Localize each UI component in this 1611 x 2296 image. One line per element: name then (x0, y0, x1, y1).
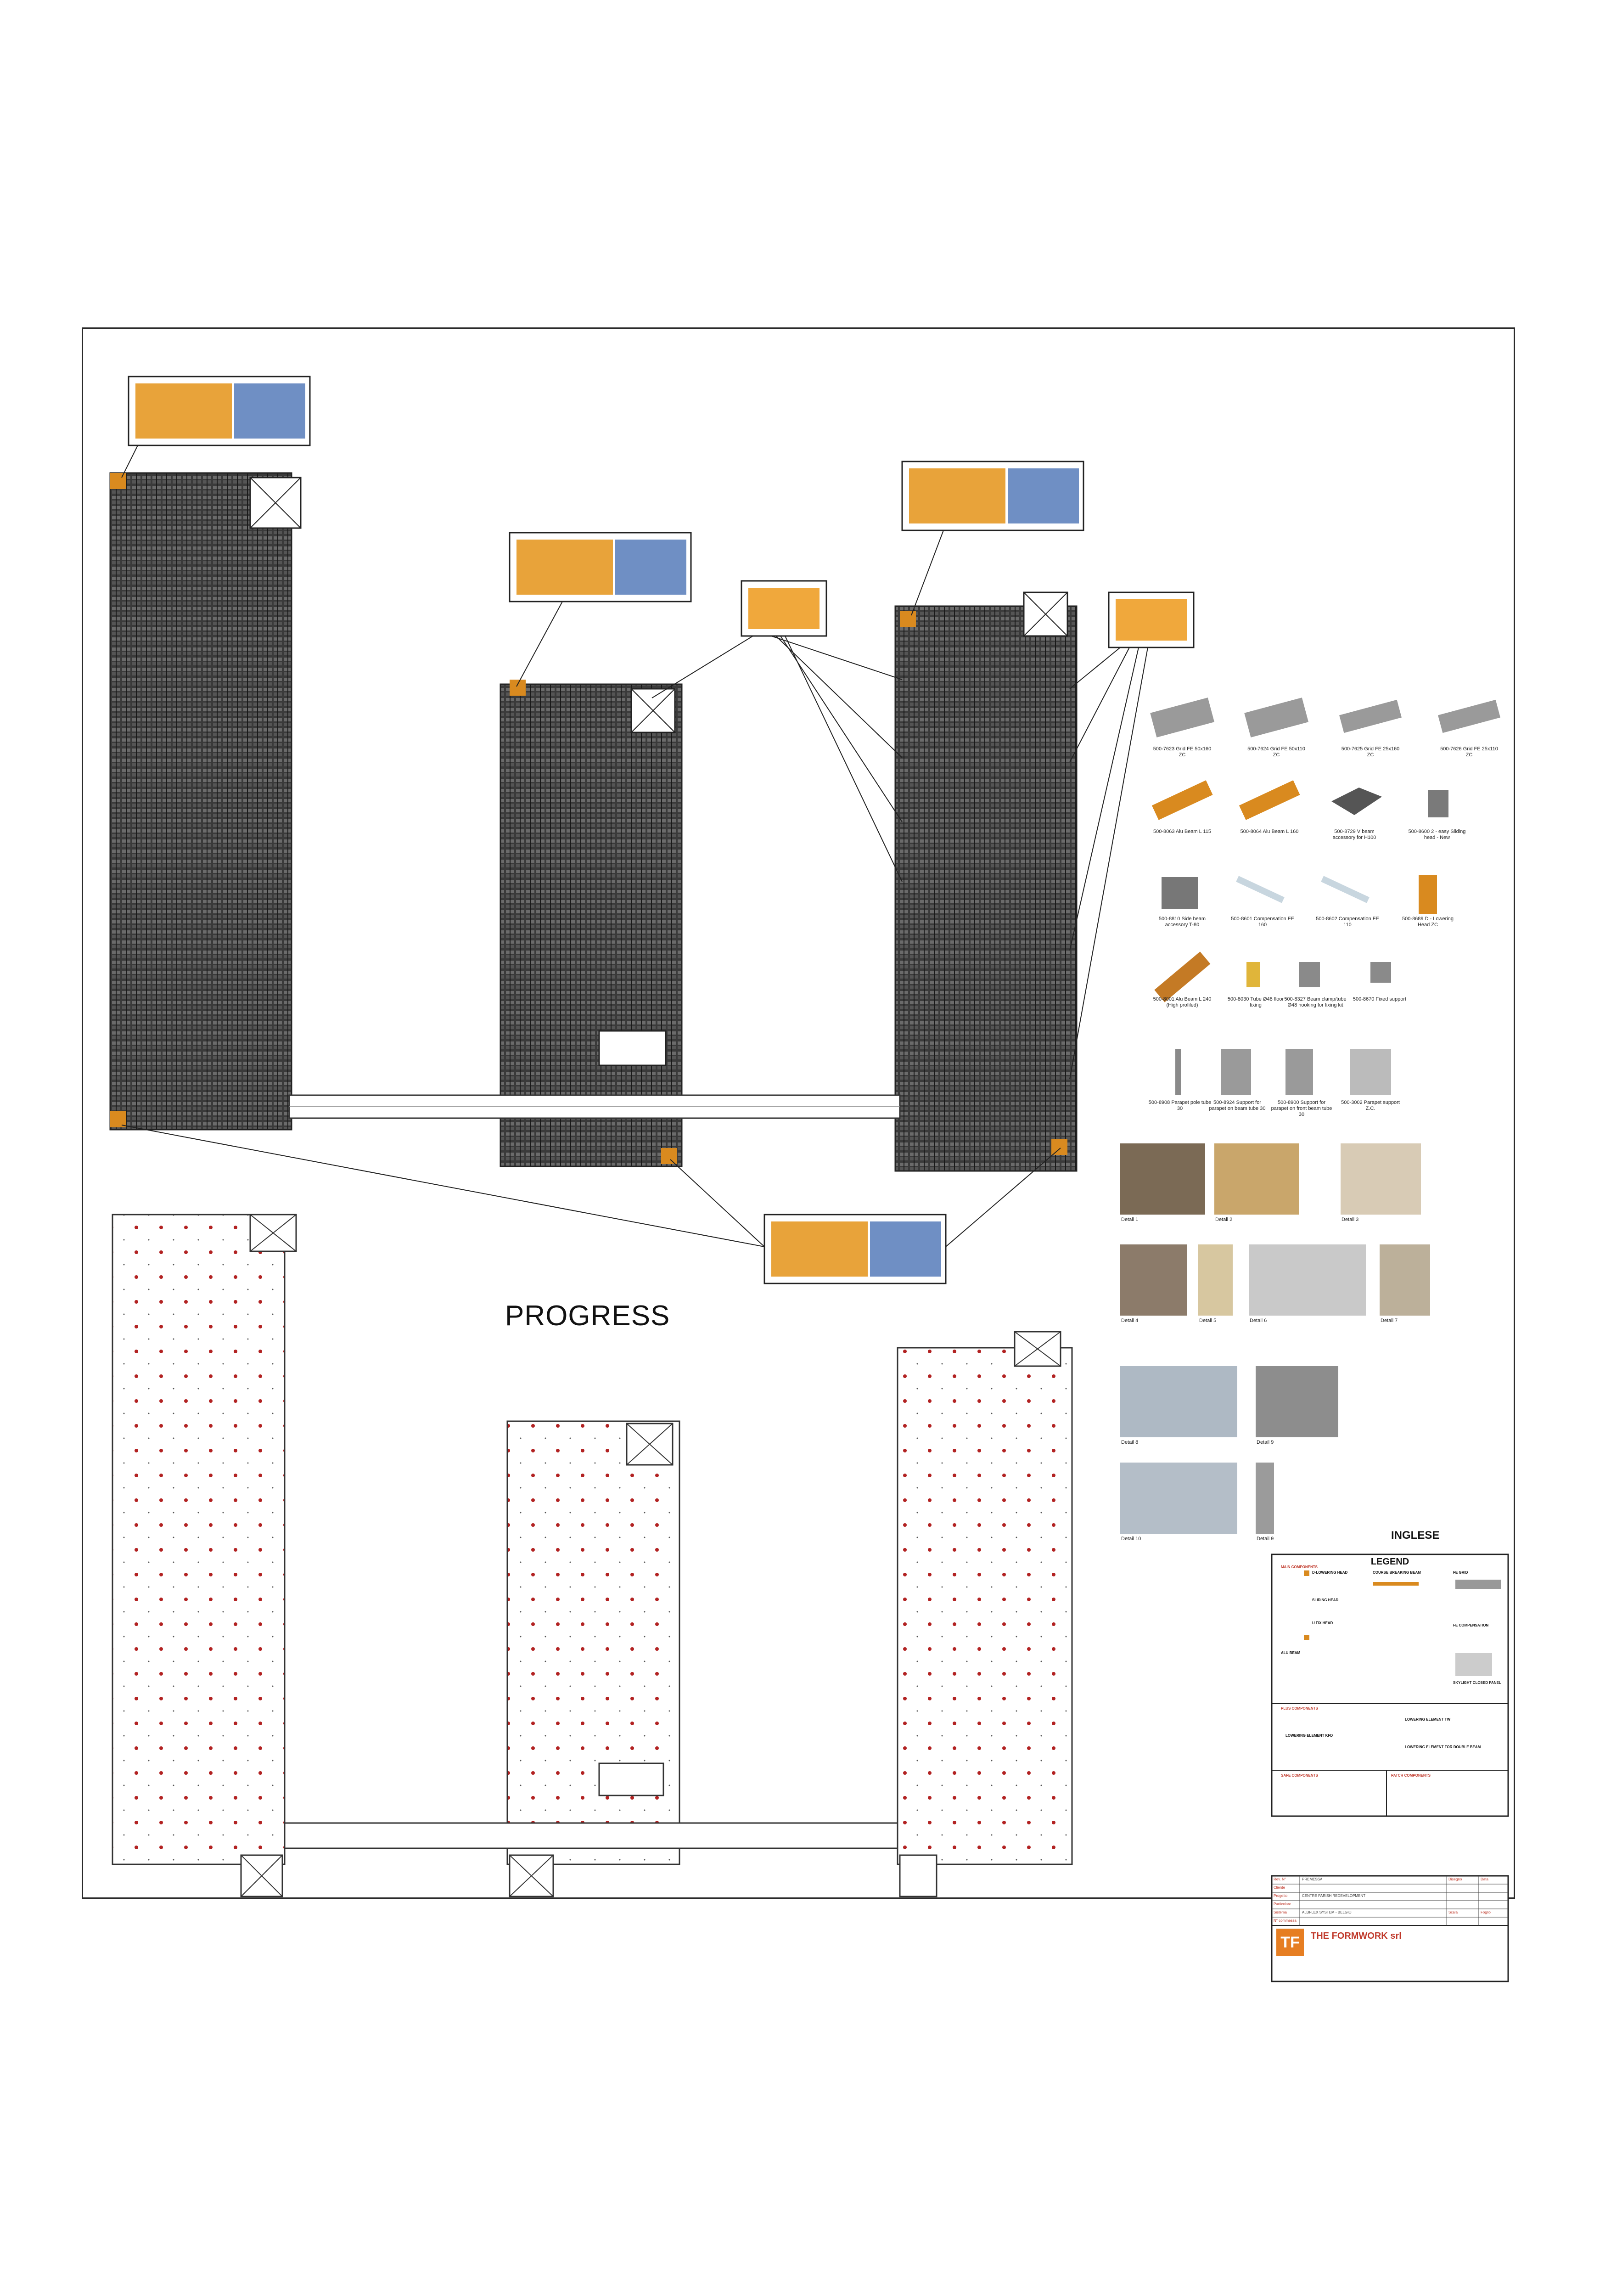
tb-label-project: Progetto (1274, 1894, 1288, 1898)
detail-label: Detail 10 (1121, 1536, 1141, 1542)
detail-label: Detail 3 (1342, 1217, 1359, 1222)
lower-middle-slab (507, 1421, 679, 1864)
part-label: 500-8001 Alu Beam L 240 (High profiled) (1153, 996, 1212, 1008)
detail-label: Detail 7 (1381, 1318, 1398, 1323)
legend-u-fix-head: U FIX HEAD (1312, 1621, 1333, 1625)
part-label: 500-7626 Grid FE 25x110 ZC (1440, 746, 1498, 758)
detail-photos (1120, 1143, 1430, 1534)
legend-section-main: MAIN COMPONENTS (1281, 1565, 1318, 1569)
part-label: 500-8810 Side beam accessory T-80 (1158, 916, 1206, 928)
language-title: INGLESE (1391, 1529, 1440, 1542)
part-label: 500-7624 Grid FE 50x110 ZC (1247, 746, 1305, 758)
part-label: 500-8064 Alu Beam L 160 (1240, 829, 1299, 834)
detail-label: Detail 4 (1121, 1318, 1139, 1323)
detail-label: Detail 8 (1121, 1440, 1139, 1445)
tb-label-rev: Rev. N° (1274, 1877, 1286, 1881)
tb-value-rev: PREMESSA (1302, 1877, 1323, 1881)
tower-right-formwork (895, 606, 1077, 1171)
legend-alu-beam: ALU BEAM (1281, 1651, 1301, 1655)
part-label: 500-3002 Parapet support Z.C. (1341, 1100, 1400, 1111)
legend-sliding-head: SLIDING HEAD (1312, 1598, 1339, 1602)
part-label: 500-8327 Beam clamp/tube Ø48 hooking for fixing kit (1284, 996, 1347, 1008)
part-label: 500-8030 Tube Ø48 floor fixing (1227, 996, 1284, 1008)
tb-label-detail: Particolare (1274, 1902, 1291, 1906)
legend-section-safe: SAFE COMPONENTS (1281, 1773, 1318, 1778)
part-label: 500-8729 V beam accessory for H100 (1332, 829, 1376, 840)
tb-label-system: Sistema (1274, 1910, 1287, 1914)
detail-label: Detail 6 (1250, 1318, 1267, 1323)
tb-label-sheet: Foglio (1481, 1910, 1491, 1914)
part-label: 500-8689 D - Lowering Head ZC (1402, 916, 1454, 928)
lower-right-slab (898, 1348, 1072, 1864)
company-logo: TF (1276, 1929, 1304, 1956)
tb-value-system: ALUFLEX SYSTEM - BELGIO (1302, 1910, 1352, 1914)
tb-label-scale: Scala (1448, 1910, 1458, 1914)
part-label: 500-8908 Parapet pole tube 30 (1148, 1100, 1212, 1111)
tb-label-job: N° commessa (1274, 1919, 1297, 1923)
detail-label: Detail 9 (1257, 1536, 1274, 1542)
tb-value-project: CENTRE PARISH REDEVELOPMENT (1302, 1894, 1366, 1898)
company-name: THE FORMWORK srl (1311, 1931, 1402, 1941)
legend-fe-compensation: FE COMPENSATION (1453, 1623, 1489, 1627)
detail-label: Detail 5 (1199, 1318, 1217, 1323)
tower-middle-core (599, 1031, 666, 1065)
detail-label: Detail 9 (1257, 1440, 1274, 1445)
tower-middle-formwork (500, 684, 682, 1166)
legend-lowering-tw: LOWERING ELEMENT TW (1405, 1717, 1451, 1722)
legend-fe-grid: FE GRID (1453, 1570, 1468, 1575)
tb-label-drawing: Disegno (1448, 1877, 1462, 1881)
legend-lowering-double: LOWERING ELEMENT FOR DOUBLE BEAM (1405, 1745, 1481, 1749)
part-label: 500-7623 Grid FE 50x160 ZC (1153, 746, 1212, 758)
part-label: 500-8063 Alu Beam L 115 (1153, 829, 1211, 834)
part-label: 500-8602 Compensation FE 110 (1316, 916, 1379, 928)
lower-corridor (285, 1823, 898, 1848)
tb-label-client: Cliente (1274, 1885, 1285, 1890)
tb-label-date: Data (1481, 1877, 1488, 1881)
part-label: 500-8600 2 - easy Sliding head - New (1408, 829, 1466, 840)
legend-section-plus: PLUS COMPONENTS (1281, 1706, 1318, 1711)
part-label: 500-8670 Fixed support (1353, 996, 1407, 1002)
legend-title: LEGEND (1370, 1557, 1409, 1567)
lower-left-slab (112, 1215, 285, 1864)
legend-lowering-head: D-LOWERING HEAD (1312, 1570, 1348, 1575)
part-label: 500-8900 Support for parapet on front beam tube 30 (1271, 1100, 1332, 1117)
progress-title: PROGRESS (505, 1300, 670, 1332)
tower-left-formwork (110, 473, 292, 1130)
part-label: 500-7625 Grid FE 25x160 ZC (1341, 746, 1400, 758)
legend-skylight: SKYLIGHT CLOSED PANEL (1453, 1681, 1501, 1685)
detail-label: Detail 1 (1121, 1217, 1139, 1222)
upper-plan (110, 377, 1194, 1283)
legend-section-patch: PATCH COMPONENTS (1391, 1773, 1431, 1778)
detail-label: Detail 2 (1215, 1217, 1233, 1222)
legend-lowering-kfd: LOWERING ELEMENT KFD (1285, 1733, 1333, 1738)
title-block (1272, 1876, 1508, 1981)
part-label: 500-8924 Support for parapet on beam tube 30 (1209, 1100, 1266, 1111)
legend-course-breaking: COURSE BREAKING BEAM (1373, 1570, 1421, 1575)
part-label: 500-8601 Compensation FE 160 (1231, 916, 1294, 928)
